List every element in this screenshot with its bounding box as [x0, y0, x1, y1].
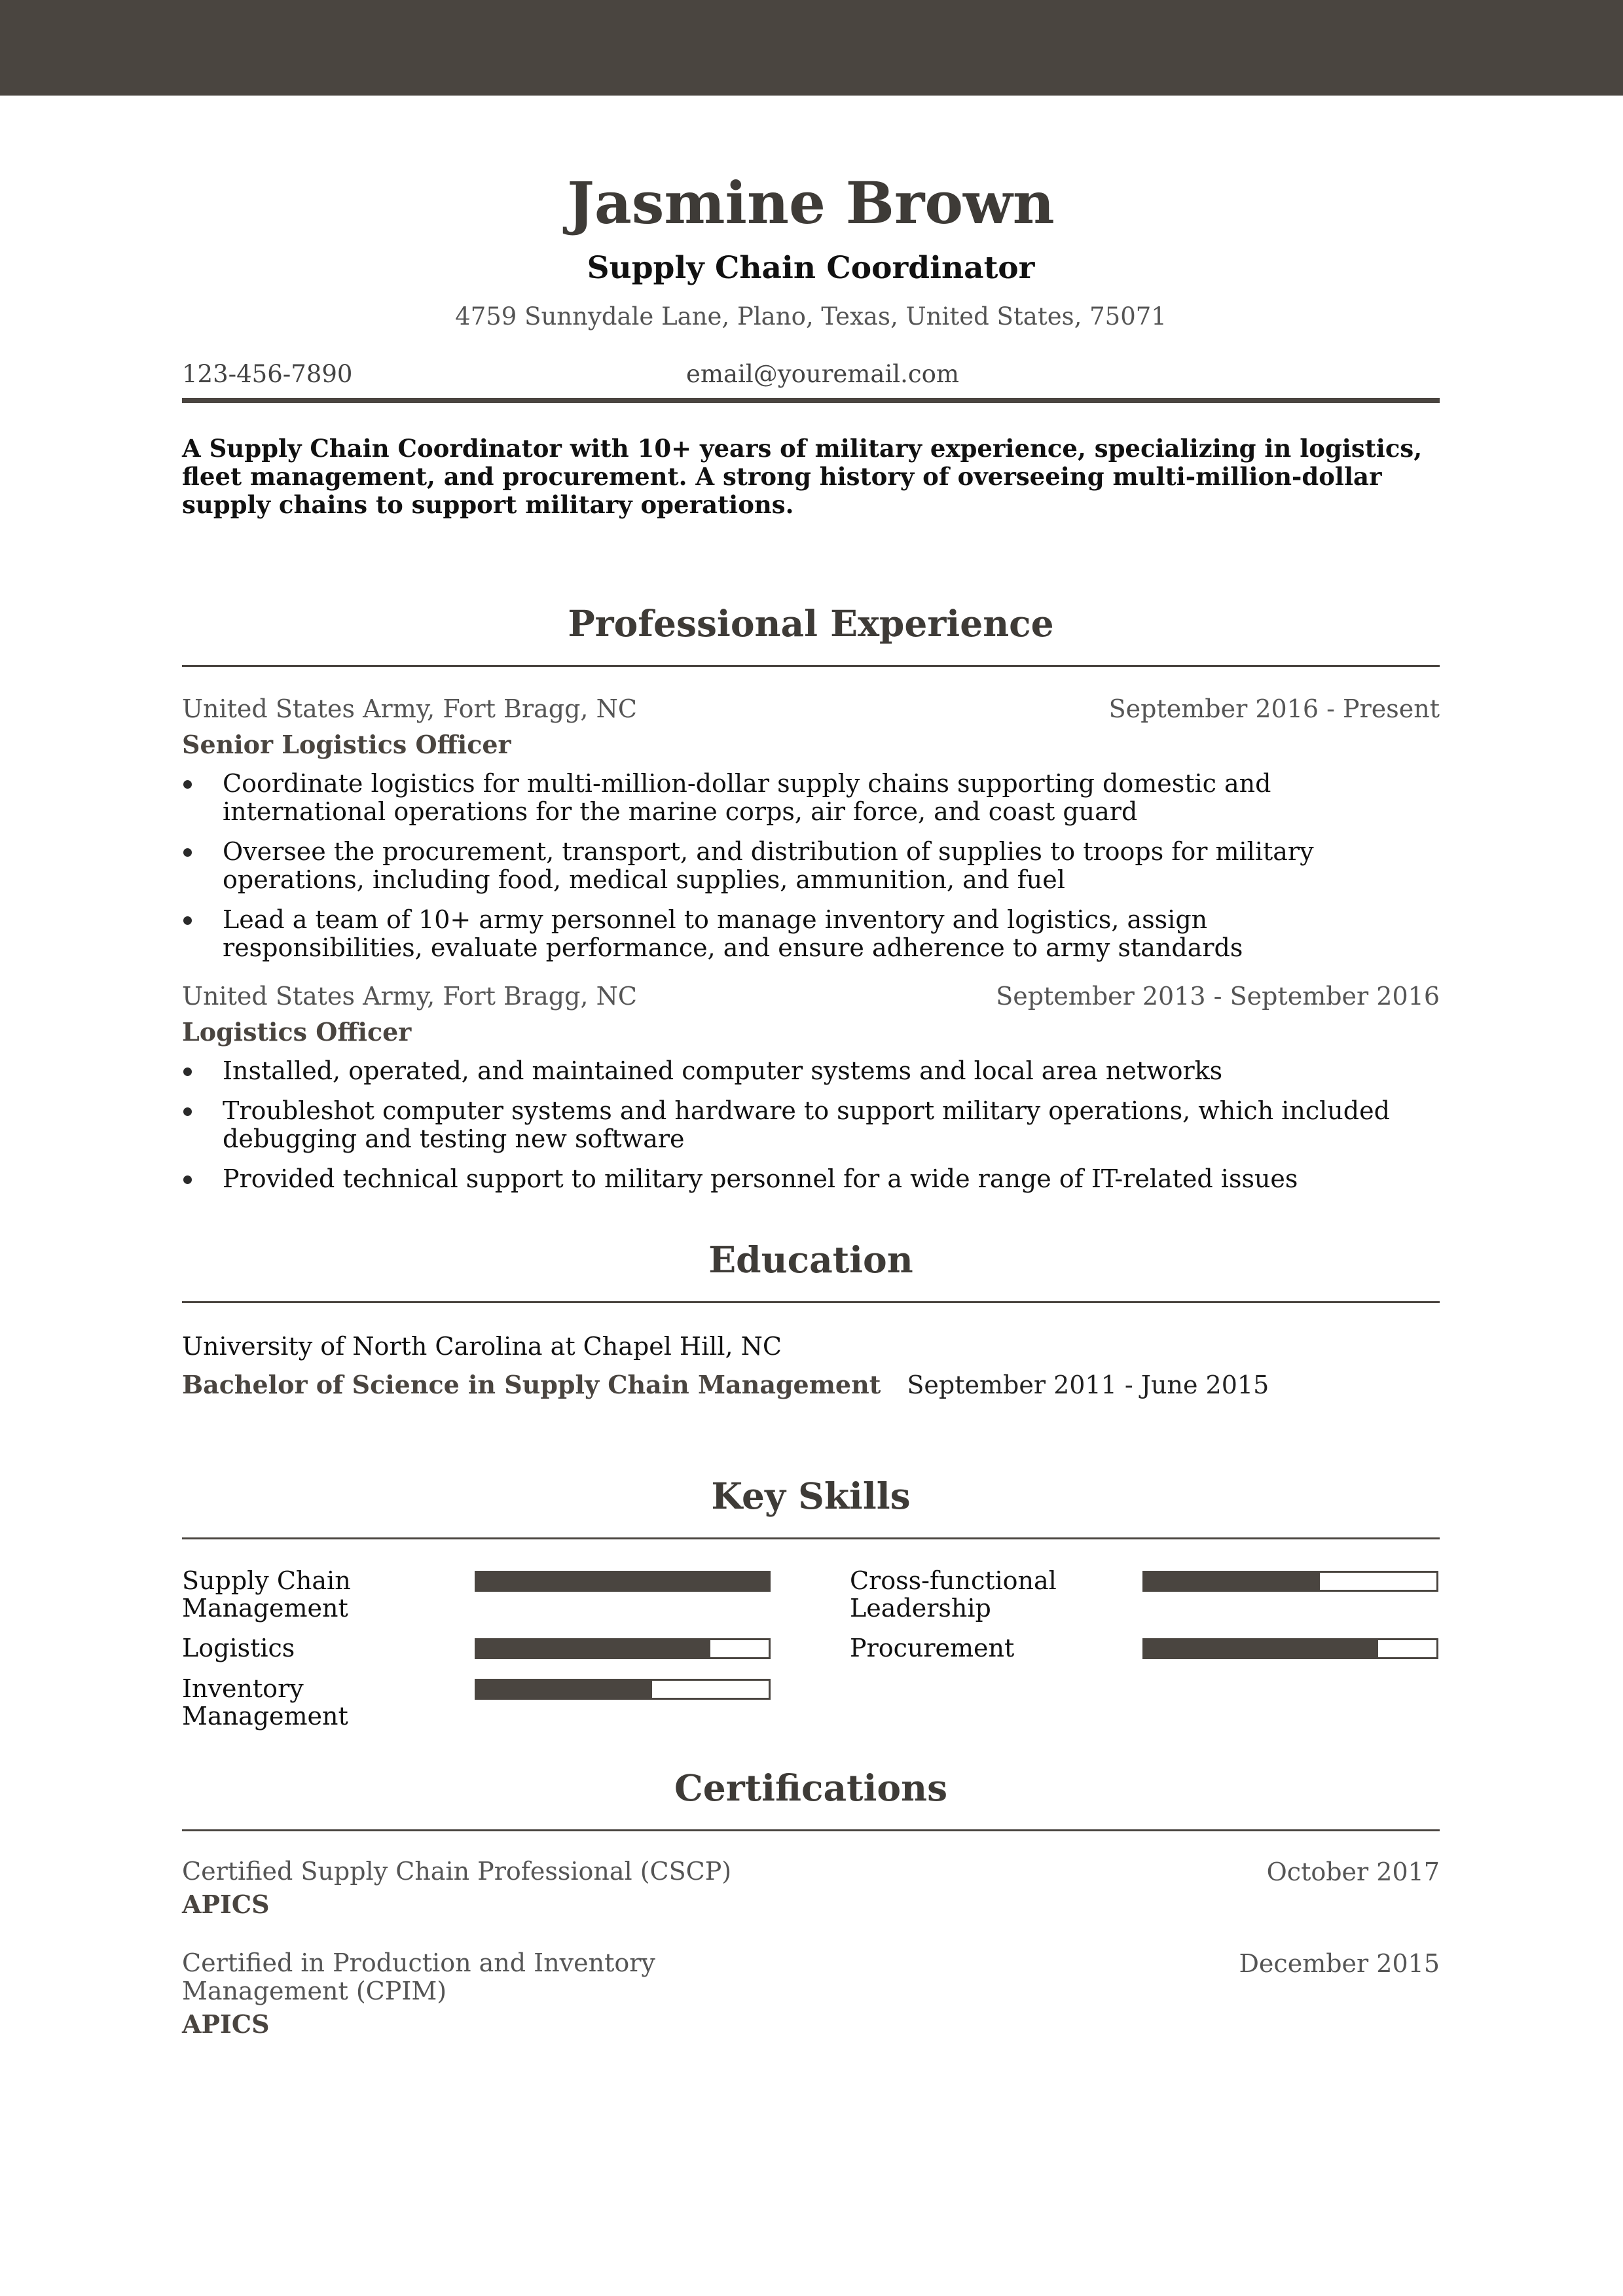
- contact-row: [182, 356, 1440, 395]
- list-item: Installed, operated, and maintained computer systems and local area networks: [182, 1057, 1401, 1085]
- job-bullets: [182, 770, 1440, 962]
- education-section: [182, 1238, 1440, 1399]
- certification-entry: [182, 1857, 1440, 1919]
- bullet-icon: [183, 1107, 192, 1116]
- skill-level-fill: [1144, 1640, 1378, 1657]
- education-dates: September 2011 - June 2015: [907, 1371, 1269, 1399]
- list-item: Coordinate logistics for multi-million-dollar supply chains supporting domestic and international operations for the marine corps, air force, and coast guard: [182, 770, 1401, 826]
- certification-entry: [182, 1949, 1440, 2039]
- skill-label: Supply Chain Management: [182, 1566, 351, 1623]
- bullet-icon: [183, 780, 192, 789]
- bullet-icon: [183, 848, 192, 857]
- email-address: email@youremail.com: [686, 360, 959, 388]
- skill-level-bar: [475, 1571, 771, 1592]
- skill-level-bar: [1142, 1638, 1438, 1659]
- certification-issuer: APICS: [182, 1890, 270, 1919]
- certification-issuer: APICS: [182, 2009, 270, 2039]
- skill-label: Logistics: [182, 1634, 295, 1662]
- bullet-icon: [183, 1175, 192, 1184]
- job-dates: September 2016 - Present: [1108, 694, 1440, 723]
- summary: A Supply Chain Coordinator with 10+ years of military experience, specializing in logistics, fleet management, and procurement. A strong history of overseeing multi-million-dollar supply chains to support military operations.: [182, 434, 1423, 519]
- skill-label: Inventory Management: [182, 1674, 348, 1731]
- address: 4759 Sunnydale Lane, Plano, Texas, United States, 75071: [455, 302, 1167, 331]
- list-item: Troubleshot computer systems and hardware to support military operations, which included debugging and testing new software: [182, 1097, 1401, 1153]
- skill-level-bar: [1142, 1571, 1438, 1592]
- skills-grid: [182, 1567, 1440, 1737]
- list-item: Provided technical support to military personnel for a wide range of IT-related issues: [182, 1165, 1401, 1193]
- education-degree: Bachelor of Science in Supply Chain Management: [182, 1370, 881, 1399]
- job-bullets: [182, 1057, 1440, 1193]
- education-school: University of North Carolina at Chapel Hill, NC: [182, 1332, 782, 1361]
- certifications-section: [182, 1767, 1440, 2039]
- skill-level-fill: [477, 1640, 710, 1657]
- candidate-name: Jasmine Brown: [567, 169, 1055, 237]
- education-heading: Education: [708, 1238, 913, 1281]
- section-divider: [182, 1301, 1440, 1303]
- certification-name: Certified in Production and Inventory Management (CPIM): [182, 1948, 655, 2005]
- experience-heading: Professional Experience: [568, 602, 1054, 645]
- skill-level-fill: [1144, 1573, 1320, 1590]
- job-role: Logistics Officer: [182, 1017, 412, 1047]
- skill-level-bar: [475, 1679, 771, 1700]
- bullet-icon: [183, 916, 192, 925]
- list-item: Oversee the procurement, transport, and distribution of supplies to troops for military operations, including food, medical supplies, ammunition, and fuel: [182, 838, 1401, 894]
- phone-number: 123-456-7890: [182, 360, 353, 388]
- candidate-title: Supply Chain Coordinator: [587, 250, 1035, 286]
- skill-level-fill: [477, 1573, 769, 1590]
- skill-label: Cross-functional Leadership: [850, 1566, 1057, 1623]
- header-divider: [182, 398, 1440, 403]
- resume-page: [182, 96, 1440, 2039]
- job-employer: United States Army, Fort Bragg, NC: [182, 982, 637, 1011]
- certification-date: December 2015: [1239, 1949, 1440, 1978]
- job-employer: United States Army, Fort Bragg, NC: [182, 694, 637, 723]
- bullet-icon: [183, 1067, 192, 1076]
- list-item: Lead a team of 10+ army personnel to manage inventory and logistics, assign responsibilities, evaluate performance, and ensure adherence to army standards: [182, 906, 1401, 962]
- skill-level-bar: [475, 1638, 771, 1659]
- header-band: [0, 0, 1623, 96]
- skill-label: Procurement: [850, 1634, 1015, 1662]
- skills-heading: Key Skills: [711, 1475, 911, 1517]
- job-dates: September 2013 - September 2016: [996, 982, 1440, 1011]
- section-divider: [182, 1537, 1440, 1539]
- job-role: Senior Logistics Officer: [182, 730, 511, 759]
- certification-date: October 2017: [1266, 1857, 1440, 1886]
- section-divider: [182, 665, 1440, 667]
- section-divider: [182, 1829, 1440, 1831]
- skill-level-fill: [477, 1681, 652, 1698]
- certification-name: Certified Supply Chain Professional (CSCP): [182, 1857, 732, 1886]
- job-entry: [182, 694, 1440, 962]
- experience-section: [182, 602, 1440, 1193]
- certifications-heading: Certifications: [674, 1767, 948, 1809]
- job-entry: [182, 982, 1440, 1193]
- skills-section: [182, 1475, 1440, 1737]
